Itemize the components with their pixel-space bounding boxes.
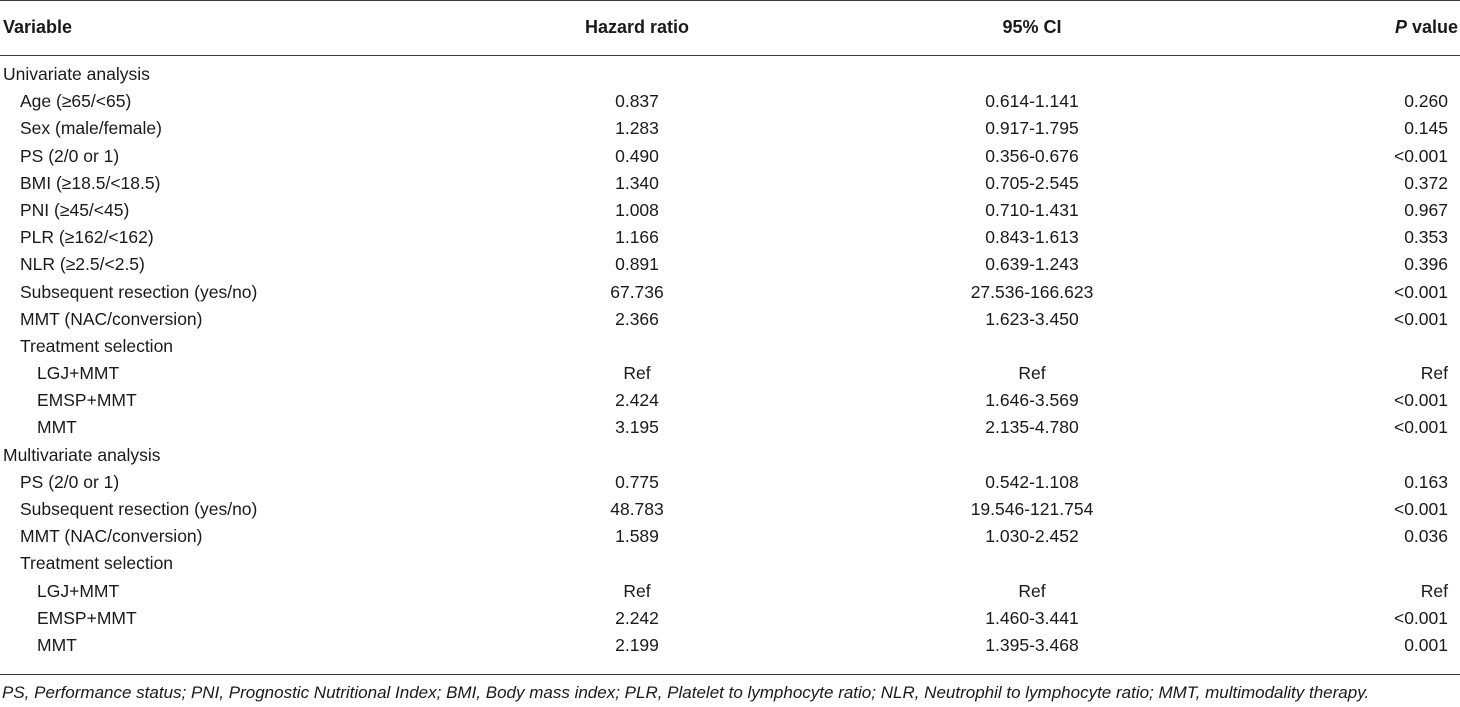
cell-variable: PS (2/0 or 1) — [20, 471, 120, 492]
cell-variable: Subsequent resection (yes/no) — [20, 281, 258, 302]
table-row — [0, 469, 1460, 496]
header-hazard-ratio: Hazard ratio — [584, 17, 690, 37]
cell-p-value: 0.967 — [1404, 199, 1448, 220]
group-row — [0, 550, 1460, 577]
section-row — [0, 442, 1460, 469]
table-row — [0, 170, 1460, 197]
cell-p-value: Ref — [1420, 580, 1448, 601]
cell-hazard-ratio: 1.166 — [615, 227, 659, 248]
cell-p-value: <0.001 — [1393, 607, 1448, 628]
table-body — [0, 61, 1460, 659]
section-row — [0, 61, 1460, 88]
cell-hazard-ratio: 1.589 — [615, 526, 659, 547]
table-footnote: PS, Performance status; PNI, Prognostic Nutritional Index; BMI, Body mass index; PLR, Platelet to lymphocyte ratio; NLR, Neutrophil to lymphocyte ratio; MMT, multimodality therapy. — [2, 683, 1370, 702]
cell-variable: MMT (NAC/conversion) — [20, 526, 203, 547]
table-row — [0, 251, 1460, 278]
cell-p-value: <0.001 — [1393, 145, 1448, 166]
bottom-rule — [0, 674, 1460, 675]
table-row — [0, 414, 1460, 441]
cell-variable: Treatment selection — [20, 335, 174, 356]
cell-p-value: 0.396 — [1404, 254, 1448, 275]
cell-variable: Subsequent resection (yes/no) — [20, 499, 258, 519]
table-row — [0, 115, 1460, 142]
cell-variable: MMT — [37, 634, 77, 655]
cell-ci: 19.546-121.754 — [970, 499, 1094, 519]
cell-variable: Treatment selection — [20, 553, 174, 574]
table-header — [0, 0, 1460, 55]
cell-ci: 0.843-1.613 — [985, 227, 1079, 248]
cell-ci: 0.639-1.243 — [985, 254, 1079, 275]
cell-ci: 0.356-0.676 — [985, 145, 1079, 166]
cell-ci: 27.536-166.623 — [970, 281, 1094, 302]
cell-variable: Age (≥65/<65) — [20, 91, 132, 112]
table-row — [0, 306, 1460, 333]
cell-hazard-ratio: 0.837 — [615, 91, 659, 112]
table-row — [0, 88, 1460, 115]
cell-variable: NLR (≥2.5/<2.5) — [20, 254, 145, 275]
cell-variable: EMSP+MMT — [37, 607, 137, 628]
header-p-italic: P — [1394, 17, 1407, 37]
cell-ci: 0.917-1.795 — [985, 118, 1079, 139]
table-row — [0, 523, 1460, 550]
cell-ci: 0.710-1.431 — [985, 199, 1079, 220]
cell-ci: 0.542-1.108 — [985, 471, 1079, 492]
cell-ci: 1.395-3.468 — [985, 634, 1079, 655]
cell-p-value: <0.001 — [1393, 281, 1448, 302]
header-variable: Variable — [3, 17, 73, 37]
cell-variable: BMI (≥18.5/<18.5) — [20, 172, 161, 193]
table-row — [0, 605, 1460, 632]
cell-variable: Multivariate analysis — [3, 444, 161, 465]
cell-hazard-ratio: 1.008 — [615, 199, 659, 220]
cell-p-value: 0.163 — [1404, 471, 1448, 492]
table-row — [0, 143, 1460, 170]
cell-hazard-ratio: Ref — [623, 580, 651, 601]
cell-variable: EMSP+MMT — [37, 390, 137, 411]
cell-ci: 1.646-3.569 — [985, 390, 1079, 411]
cell-variable: Univariate analysis — [3, 64, 150, 84]
cell-variable: PS (2/0 or 1) — [20, 145, 120, 166]
cell-hazard-ratio: 1.340 — [615, 172, 659, 193]
cell-variable: MMT — [37, 417, 77, 438]
cell-ci: Ref — [1018, 363, 1046, 384]
cell-ci: 2.135-4.780 — [985, 417, 1079, 438]
header-rule — [0, 55, 1460, 56]
table-row — [0, 632, 1460, 659]
cell-hazard-ratio: 0.775 — [615, 471, 659, 492]
cell-p-value: 0.353 — [1404, 227, 1448, 248]
cell-p-value: 0.260 — [1404, 91, 1448, 112]
header-p-value — [1395, 16, 1458, 38]
cell-p-value: 0.145 — [1404, 118, 1448, 139]
cell-variable: PNI (≥45/<45) — [20, 199, 130, 220]
table-row — [0, 360, 1460, 387]
table-row — [0, 279, 1460, 306]
cell-hazard-ratio: 1.283 — [615, 118, 659, 139]
table-row — [0, 197, 1460, 224]
group-row — [0, 333, 1460, 360]
cell-hazard-ratio: 0.891 — [615, 254, 659, 275]
table-row — [0, 578, 1460, 605]
cell-p-value: 0.036 — [1404, 526, 1448, 547]
table-row — [0, 496, 1460, 523]
cell-p-value: <0.001 — [1393, 499, 1448, 519]
table-row — [0, 224, 1460, 251]
cell-ci: 1.030-2.452 — [985, 526, 1079, 547]
cell-p-value: 0.001 — [1404, 634, 1448, 655]
cell-hazard-ratio: 2.242 — [615, 607, 659, 628]
header-ci: 95% CI — [1002, 17, 1062, 37]
header-p-rest: value — [1406, 17, 1458, 37]
table-row — [0, 387, 1460, 414]
cell-p-value: <0.001 — [1393, 417, 1448, 438]
cell-p-value: <0.001 — [1393, 308, 1448, 329]
cell-ci: 1.623-3.450 — [985, 308, 1079, 329]
cell-hazard-ratio: 3.195 — [615, 417, 659, 438]
cell-hazard-ratio: 2.199 — [615, 634, 659, 655]
cell-p-value: 0.372 — [1404, 172, 1448, 193]
cell-hazard-ratio: 67.736 — [610, 281, 664, 302]
cell-ci: 1.460-3.441 — [985, 607, 1079, 628]
cell-variable: Sex (male/female) — [20, 118, 162, 139]
cell-p-value: <0.001 — [1393, 390, 1448, 411]
cell-hazard-ratio: 2.366 — [615, 308, 659, 329]
cell-hazard-ratio: 2.424 — [615, 390, 659, 411]
cell-ci: 0.614-1.141 — [985, 91, 1079, 112]
cell-hazard-ratio: 0.490 — [615, 145, 659, 166]
cell-hazard-ratio: Ref — [623, 363, 651, 384]
cell-p-value: Ref — [1420, 363, 1448, 384]
cell-variable: PLR (≥162/<162) — [20, 227, 154, 248]
cell-variable: LGJ+MMT — [37, 580, 120, 601]
cell-variable: LGJ+MMT — [37, 363, 120, 384]
cell-variable: MMT (NAC/conversion) — [20, 308, 203, 329]
cell-ci: Ref — [1018, 580, 1046, 601]
cell-hazard-ratio: 48.783 — [610, 499, 664, 519]
cell-ci: 0.705-2.545 — [985, 172, 1079, 193]
